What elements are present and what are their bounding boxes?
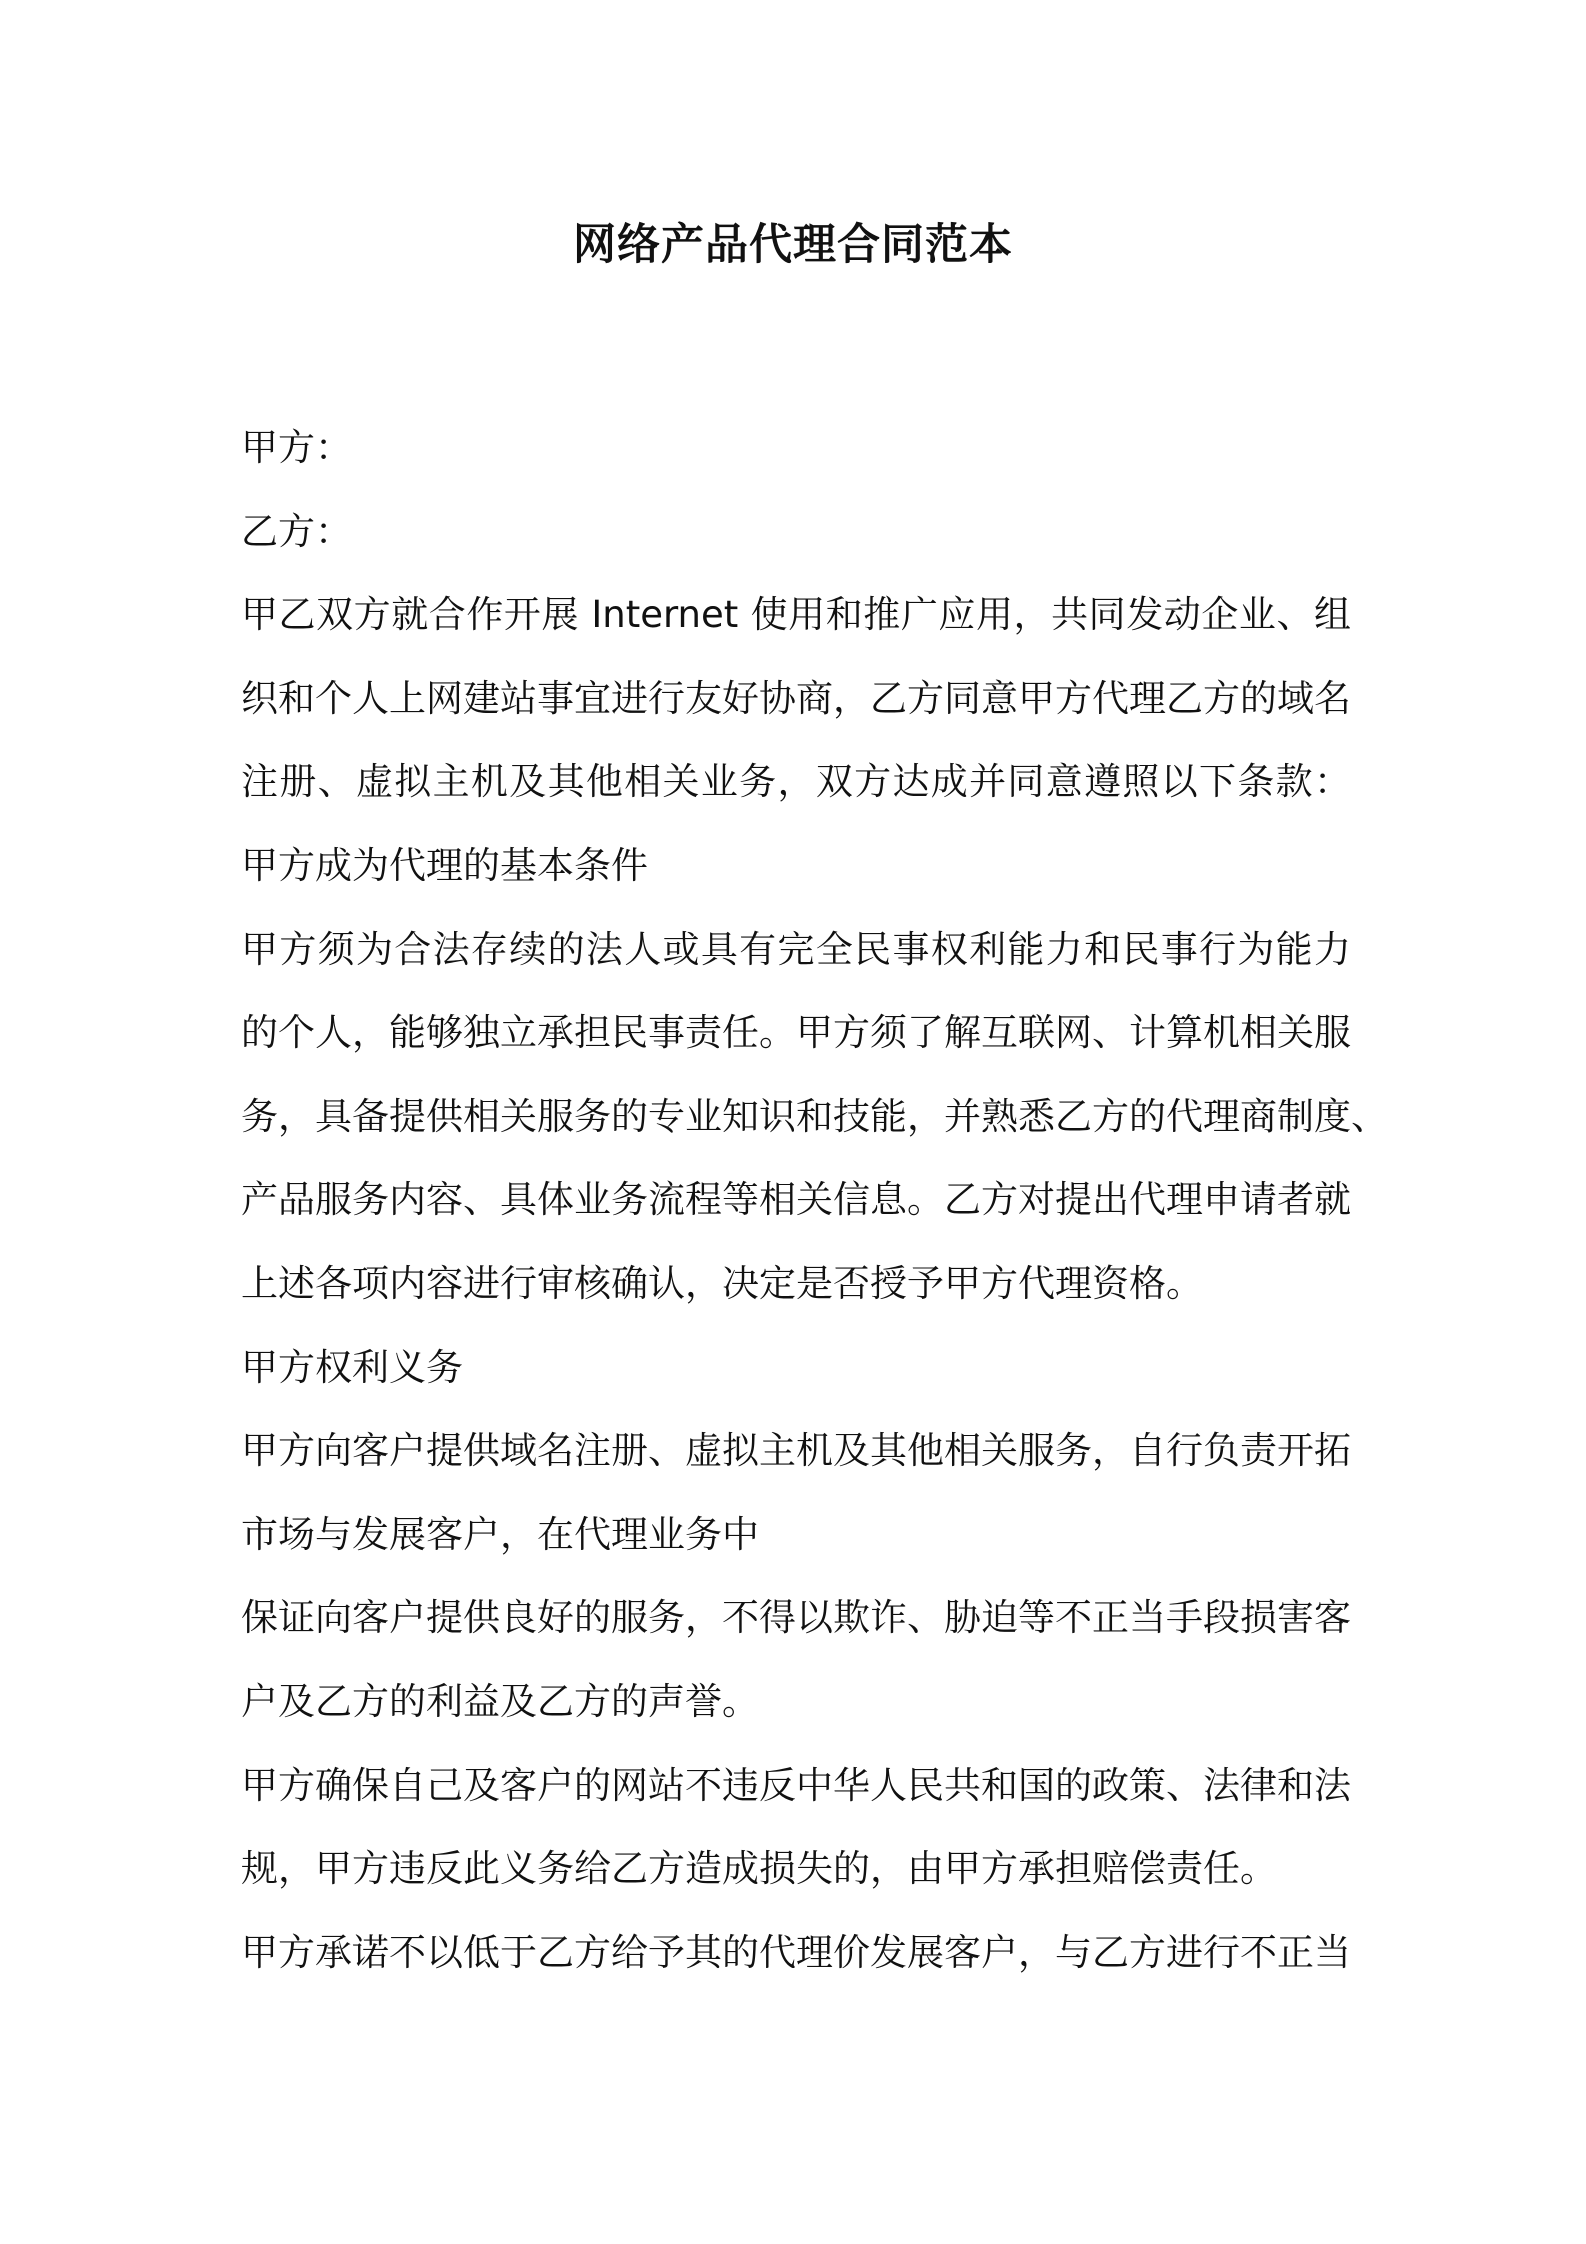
conditions-paragraph-line: 甲方须为合法存续的法人或具有完全民事权利能力和民事行为能力 [241, 927, 1351, 971]
rights-paragraph-line: 保证向客户提供良好的服务，不得以欺诈、胁迫等不正当手段损害客 [241, 1596, 1351, 1640]
intro-paragraph-line: 注册、虚拟主机及其他相关业务，双方达成并同意遵照以下条款： [241, 760, 1351, 804]
party-a-line: 甲方： [241, 426, 352, 469]
document-body [241, 406, 1388, 1994]
section-heading: 甲方成为代理的基本条件 [241, 843, 648, 887]
conditions-paragraph-line: 产品服务内容、具体业务流程等相关信息。乙方对提出代理申请者就 [241, 1178, 1351, 1222]
pricing-paragraph-line: 甲方承诺不以低于乙方给予其的代理价发展客户，与乙方进行不正当 [241, 1930, 1351, 1974]
rights-paragraph-line: 市场与发展客户，在代理业务中 [241, 1512, 759, 1556]
party-b-line: 乙方： [241, 509, 352, 553]
conditions-paragraph-line: 务，具备提供相关服务的专业知识和技能，并熟悉乙方的代理商制度、 [241, 1094, 1388, 1138]
intro-paragraph-line: 甲乙双方就合作开展 Internet 使用和推广应用，共同发动企业、组 [241, 593, 1351, 637]
compliance-paragraph-line: 甲方确保自己及客户的网站不违反中华人民共和国的政策、法律和法 [241, 1763, 1351, 1807]
section-heading: 甲方权利义务 [241, 1345, 463, 1389]
rights-paragraph-line: 户及乙方的利益及乙方的声誉。 [241, 1679, 759, 1723]
rights-paragraph-line: 甲方向客户提供域名注册、虚拟主机及其他相关服务，自行负责开拓 [241, 1429, 1351, 1473]
conditions-paragraph-line: 上述各项内容进行审核确认，决定是否授予甲方代理资格。 [241, 1261, 1203, 1305]
compliance-paragraph-line: 规，甲方违反此义务给乙方造成损失的，由甲方承担赔偿责任。 [241, 1847, 1277, 1891]
document-title: 网络产品代理合同范本 [573, 220, 1013, 270]
intro-paragraph-line: 织和个人上网建站事宜进行友好协商，乙方同意甲方代理乙方的域名 [241, 676, 1351, 720]
conditions-paragraph-line: 的个人，能够独立承担民事责任。甲方须了解互联网、计算机相关服 [241, 1011, 1351, 1055]
